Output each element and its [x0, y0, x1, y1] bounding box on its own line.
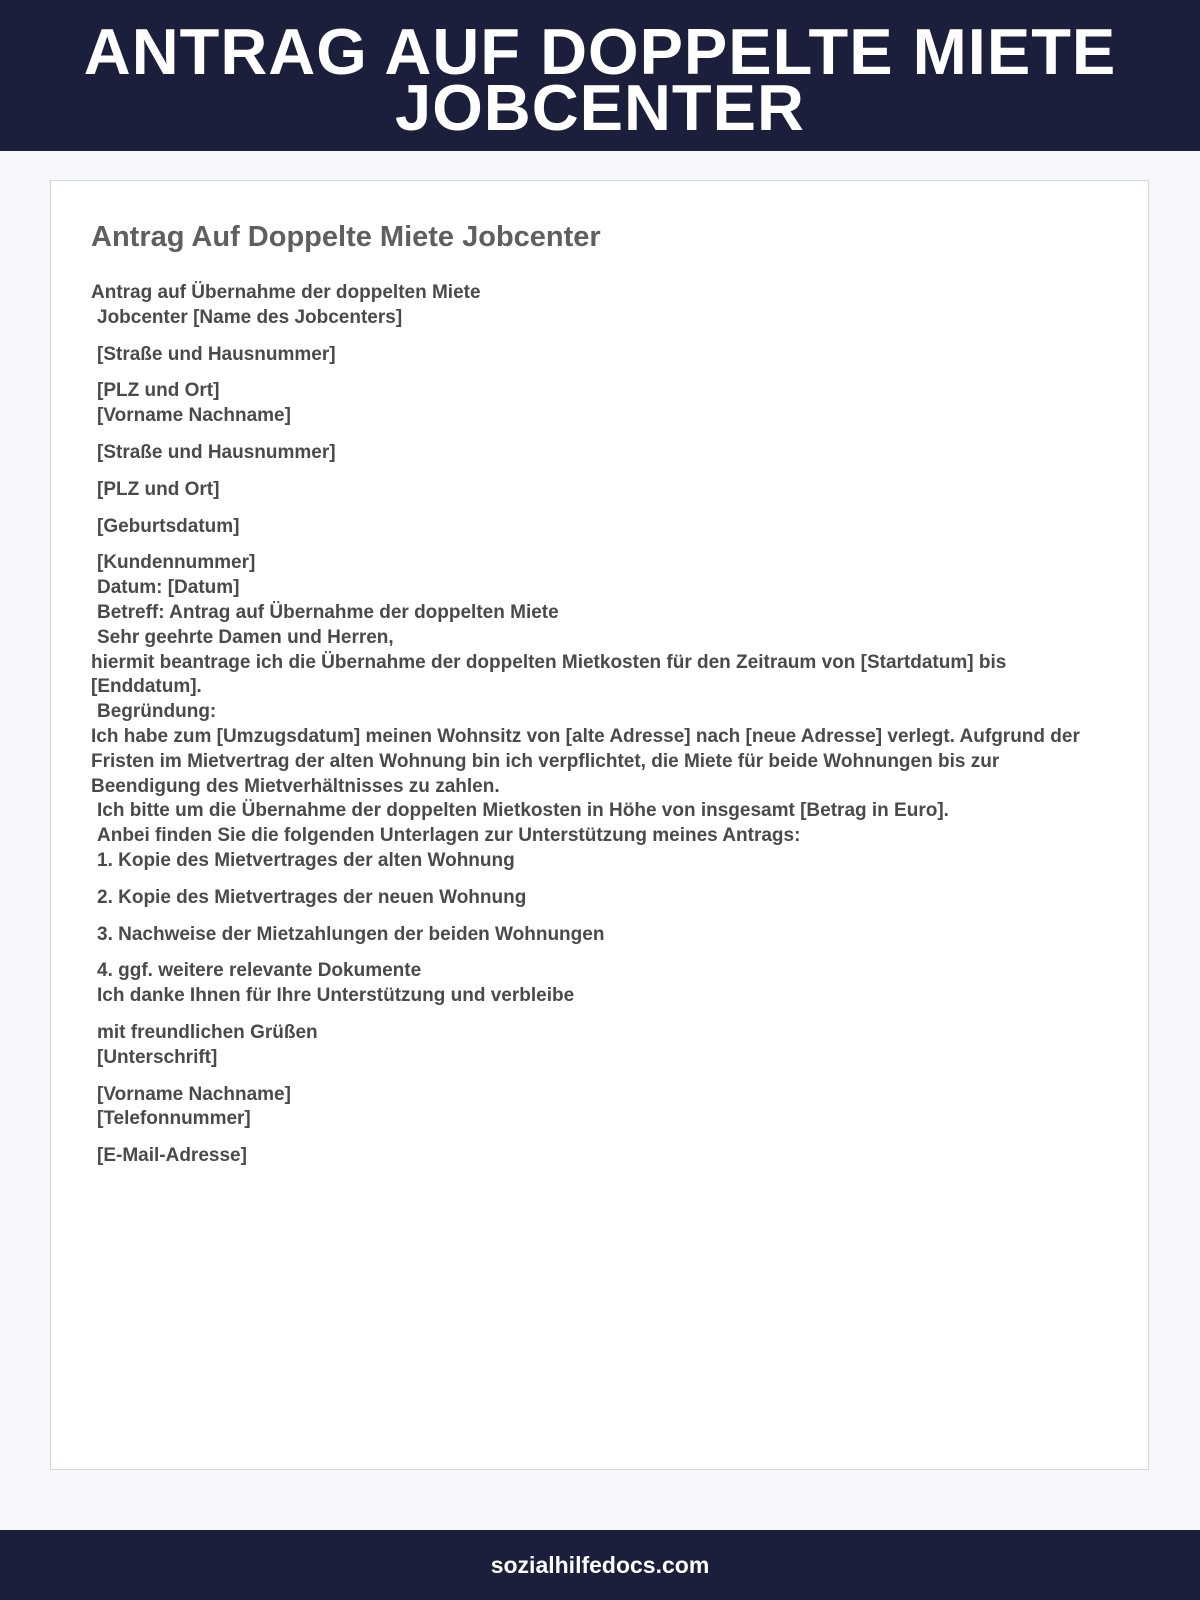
letter-line: [Geburtsdatum]: [97, 515, 240, 537]
letter-line: Datum: [Datum]: [97, 577, 240, 599]
letter-line: 3. Nachweise der Mietzahlungen der beiden Wohnungen: [97, 923, 605, 945]
banner-title: [0, 0, 1200, 144]
letter-line: [Unterschrift]: [97, 1046, 218, 1068]
letter-paragraph: [91, 343, 1101, 368]
letter-line: 2. Kopie des Mietvertrages der neuen Wohnung: [97, 886, 527, 908]
letter-line: [Vorname Nachname]: [97, 1083, 291, 1105]
document-body: [91, 281, 1101, 1181]
letter-line: 4. ggf. weitere relevante Dokumente: [97, 960, 422, 982]
letter-line: Anbei finden Sie die folgenden Unterlagen zur Unterstützung meines Antrags:: [97, 825, 801, 847]
header-banner: [0, 0, 1200, 151]
letter-line: Ich habe zum [Umzugsdatum] meinen Wohnsitz von [alte Adresse] nach [neue Adresse] verlegt. Aufgrund der Fristen im Mietvertrag der alten Wohnung bin ich verpflichtet, die Miete für beide Wohnungen bis zur Beendigung des Mietverhältnisses zu zahlen.: [91, 725, 1080, 797]
letter-line: [PLZ und Ort]: [97, 380, 220, 402]
letter-line: [Telefonnummer]: [97, 1108, 251, 1130]
letter-paragraph: [91, 886, 1101, 911]
letter-line: Betreff: Antrag auf Übernahme der doppelten Miete: [97, 601, 559, 623]
document-card: [50, 180, 1149, 1470]
letter-line: Antrag auf Übernahme der doppelten Miete: [91, 282, 481, 303]
letter-paragraph: [91, 441, 1101, 466]
footer-bar: [0, 1530, 1200, 1600]
letter-paragraph: [91, 551, 1101, 873]
letter-paragraph: [91, 1021, 1101, 1071]
letter-line: 1. Kopie des Mietvertrages der alten Wohnung: [97, 849, 515, 871]
letter-line: Ich danke Ihnen für Ihre Unterstützung und verbleibe: [97, 985, 575, 1007]
letter-paragraph: [91, 379, 1101, 429]
document-title: Antrag Auf Doppelte Miete Jobcenter: [91, 221, 601, 253]
letter-line: mit freundlichen Grüßen: [97, 1021, 318, 1043]
letter-line: [Straße und Hausnummer]: [97, 441, 336, 463]
letter-line: [PLZ und Ort]: [97, 478, 220, 500]
letter-paragraph: [91, 923, 1101, 948]
letter-line: Begründung:: [97, 701, 217, 723]
letter-paragraph: [91, 959, 1101, 1009]
letter-paragraph: [91, 1083, 1101, 1133]
letter-line: Ich bitte um die Übernahme der doppelten Mietkosten in Höhe von insgesamt [Betrag in Euro].: [97, 800, 949, 822]
letter-line: hiermit beantrage ich die Übernahme der doppelten Mietkosten für den Zeitraum von [Startdatum] bis [Enddatum].: [91, 651, 1007, 698]
letter-line: Jobcenter [Name des Jobcenters]: [97, 306, 403, 328]
letter-line: [Straße und Hausnummer]: [97, 343, 336, 365]
letter-line: Sehr geehrte Damen und Herren,: [97, 626, 394, 648]
banner-title-line-2: JOBCENTER: [395, 71, 805, 144]
letter-line: [Vorname Nachname]: [97, 405, 291, 427]
letter-line: [Kundennummer]: [97, 552, 256, 574]
letter-paragraph: [91, 1144, 1101, 1169]
letter-line: [E-Mail-Adresse]: [97, 1145, 247, 1167]
letter-paragraph: [91, 478, 1101, 503]
footer-site-name: sozialhilfedocs.com: [490, 1551, 710, 1578]
banner-title-line-1: ANTRAG AUF DOPPELTE MIETE: [83, 15, 1117, 88]
letter-paragraph: [91, 281, 1101, 331]
letter-paragraph: [91, 515, 1101, 540]
